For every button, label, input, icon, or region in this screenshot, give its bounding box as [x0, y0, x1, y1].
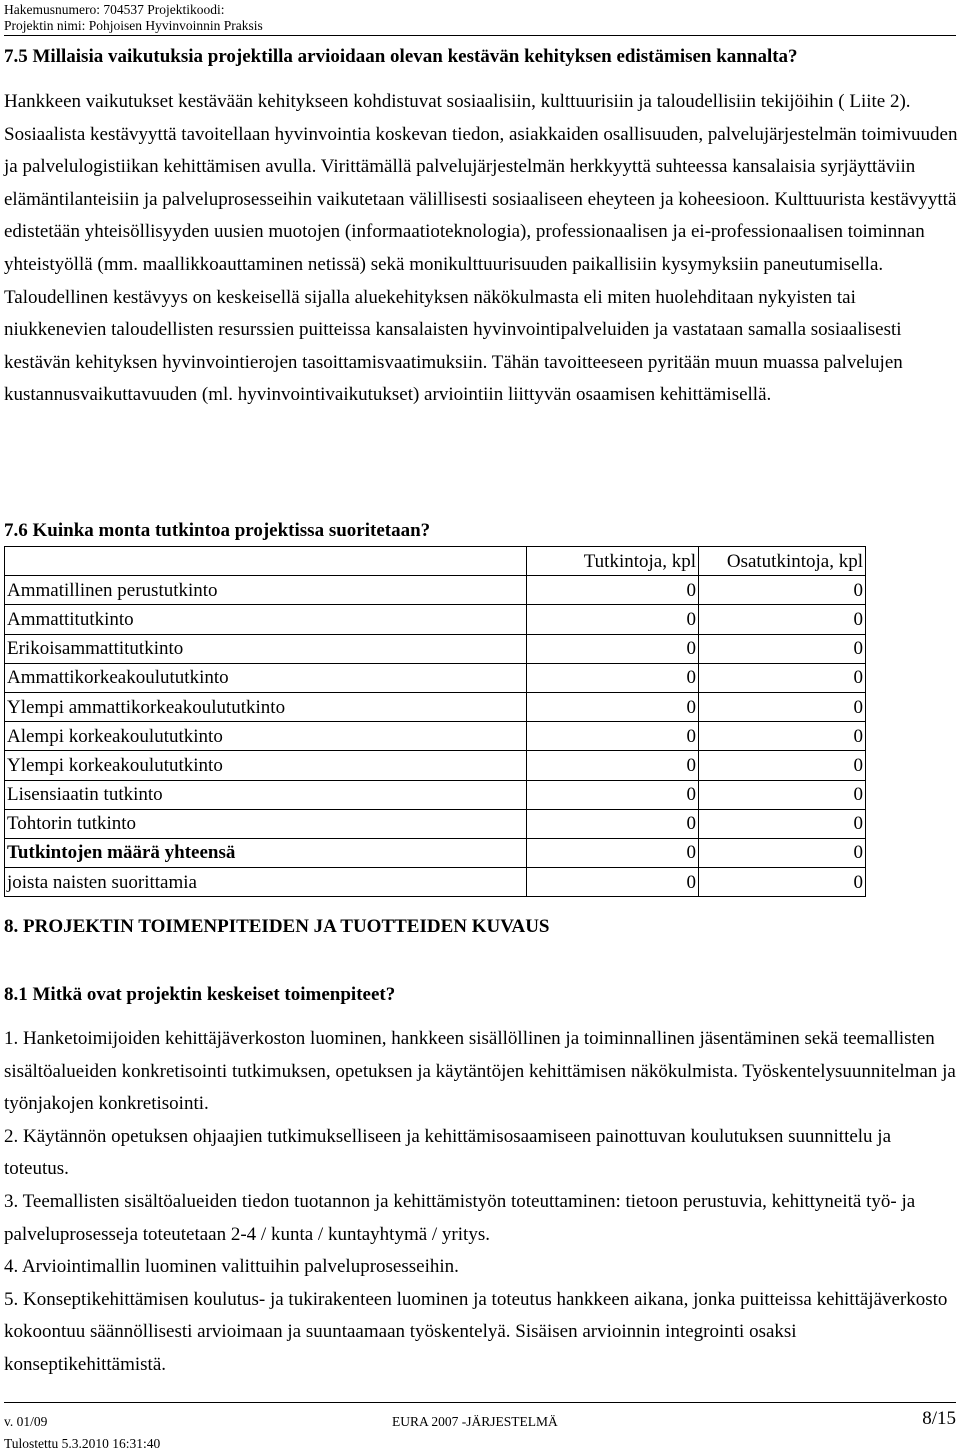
row-label: Ylempi ammattikorkeakoulututkinto: [5, 692, 527, 721]
measure-item: 5. Konseptikehittämisen koulutus- ja tukirakenteen luominen ja toteutus hankkeen aikana, jonka puitteissa kehittäjäverkosto kokoontuu säännöllisesti arvioimaan ja suuntaamaan työskentelyä. Sisäisen arvioinnin integrointi osaksi konseptikehittämistä.: [4, 1288, 948, 1375]
row-label: Tutkintojen määrä yhteensä: [5, 838, 527, 867]
section-8-title: 8. PROJEKTIN TOIMENPITEIDEN JA TUOTTEIDEN KUVAUS: [4, 916, 550, 937]
tutkintoja-value: 0: [527, 838, 699, 867]
row-label: Ylempi korkeakoulututkinto: [5, 751, 527, 780]
document-header: [4, 2, 263, 34]
table-row: [5, 868, 866, 897]
osatutkintoja-value: 0: [699, 576, 866, 605]
header-application-number: Hakemusnumero: 704537 Projektikoodi:: [4, 2, 225, 17]
osatutkintoja-value: 0: [699, 722, 866, 751]
tutkintoja-value: 0: [527, 722, 699, 751]
measure-item: 3. Teemallisten sisältöalueiden tiedon tuotannon ja kehittämistyön toteuttaminen: tietoon perustuvia, kehittyneitä työ- ja palveluprosesseja toteutetaan 2-4 / kunta / kuntayhtymä / yritys.: [4, 1190, 916, 1245]
osatutkintoja-value: 0: [699, 634, 866, 663]
tutkintoja-value: 0: [527, 692, 699, 721]
table-row: [5, 692, 866, 721]
table-row: [5, 751, 866, 780]
column-header-osatutkintoja: Osatutkintoja, kpl: [699, 547, 866, 576]
tutkintoja-value: 0: [527, 780, 699, 809]
section-7-5-body: [4, 86, 958, 412]
osatutkintoja-value: 0: [699, 809, 866, 838]
footer-system: EURA 2007 -JÄRJESTELMÄ: [392, 1414, 558, 1429]
section-8-1-title: 8.1 Mitkä ovat projektin keskeiset toimenpiteet?: [4, 984, 396, 1005]
tutkintoja-value: 0: [527, 576, 699, 605]
measures-list: [4, 1023, 958, 1382]
osatutkintoja-value: 0: [699, 663, 866, 692]
row-label: joista naisten suorittamia: [5, 868, 527, 897]
row-label: Ammattikorkeakoulututkinto: [5, 663, 527, 692]
table-row: [5, 722, 866, 751]
tutkintoja-value: 0: [527, 634, 699, 663]
footer-printed: Tulostettu 5.3.2010 16:31:40: [4, 1436, 161, 1451]
header-project-name: Projektin nimi: Pohjoisen Hyvinvoinnin Praksis: [4, 18, 263, 33]
footer-divider: [4, 1402, 956, 1403]
degrees-table: [4, 546, 866, 897]
section-7-5-paragraph: Hankkeen vaikutukset kestävään kehitykseen kohdistuvat sosiaalisiin, kulttuurisiin ja taloudellisiin tekijöihin ( Liite 2). Sosiaalista kestävyyttä tavoitellaan hyvinvointia koskevan tiedon, asiakkaiden osallisuuden, palvelujärjestelmän toimivuuden ja palvelulogistiikan kehittämisen avulla. Virittämällä palvelujärjestelmän herkkyyttä suhteessa kansalaisia syrjäyttäviin elämäntilanteisiin ja palveluprosesseihin vaikutetaan välillisesti sosiaaliseen eheyteen ja koheesioon. Kulttuurista kestävyyttä edistetään yhteisöllisyyden uusien muotojen (informaatioteknologia), professionaalisen ja ei-professionaalisen toiminnan yhteistyöllä (mm. maallikkoauttaminen netissä) sekä monikulttuurisuuden paikallisiin kysymyksiin paneutumisella. Taloudellinen kestävyys on keskeisellä sijalla aluekehityksen näkökulmasta eli miten huolehditaan nykyisten tai niukkenevien taloudellisten resurssien puitteissa kansalaisten hyvinvointipalveluiden ja vastataan samalla sosiaalisesti kestävän kehityksen hyvinvointierojen tasoittamisvaatimuksiin. Tähän tavoitteeseen pyritään muun muassa palvelujen kustannusvaikuttavuuden (ml. hyvinvointivaikutukset) arviointiin liittyvän osaamisen kehittämisellä.: [4, 91, 958, 406]
row-label: Tohtorin tutkinto: [5, 809, 527, 838]
table-header-empty: [5, 547, 527, 576]
table-row: [5, 663, 866, 692]
osatutkintoja-value: 0: [699, 838, 866, 867]
osatutkintoja-value: 0: [699, 692, 866, 721]
header-divider: [4, 35, 956, 36]
column-header-tutkintoja: Tutkintoja, kpl: [527, 547, 699, 576]
table-row: [5, 809, 866, 838]
measure-item: 2. Käytännön opetuksen ohjaajien tutkimukselliseen ja kehittämisosaamiseen painottuvan koulutuksen suunnittelu ja toteutus.: [4, 1125, 892, 1180]
osatutkintoja-value: 0: [699, 868, 866, 897]
row-label: Ammatillinen perustutkinto: [5, 576, 527, 605]
row-label: Erikoisammattitutkinto: [5, 634, 527, 663]
tutkintoja-value: 0: [527, 751, 699, 780]
table-row: [5, 576, 866, 605]
osatutkintoja-value: 0: [699, 751, 866, 780]
tutkintoja-value: 0: [527, 868, 699, 897]
table-row: [5, 780, 866, 809]
footer-version: v. 01/09: [4, 1414, 48, 1429]
osatutkintoja-value: 0: [699, 780, 866, 809]
tutkintoja-value: 0: [527, 605, 699, 634]
tutkintoja-value: 0: [527, 663, 699, 692]
measure-item: 1. Hanketoimijoiden kehittäjäverkoston luominen, hankkeen sisällöllinen ja toiminnallinen jäsentäminen sekä teemallisten sisältöalueiden konkretisointi tutkimuksen, opetuksen ja käytäntöjen kehittämisen näkökulmista. Työskentelysuunnitelman ja työnjakojen konkretisointi.: [4, 1028, 956, 1115]
row-label: Ammattitutkinto: [5, 605, 527, 634]
table-row: [5, 838, 866, 867]
table-row: [5, 605, 866, 634]
tutkintoja-value: 0: [527, 809, 699, 838]
row-label: Lisensiaatin tutkinto: [5, 780, 527, 809]
section-7-6-title: 7.6 Kuinka monta tutkintoa projektissa suoritetaan?: [4, 520, 431, 541]
osatutkintoja-value: 0: [699, 605, 866, 634]
table-header-row: [5, 547, 866, 576]
table-row: [5, 634, 866, 663]
footer-page-number: 8/15: [922, 1408, 956, 1429]
section-7-5-title: 7.5 Millaisia vaikutuksia projektilla arvioidaan olevan kestävän kehityksen edistämisen kannalta?: [4, 46, 798, 67]
row-label: Alempi korkeakoulututkinto: [5, 722, 527, 751]
measure-item: 4. Arviointimallin luominen valittuihin palveluprosesseihin.: [4, 1256, 459, 1278]
